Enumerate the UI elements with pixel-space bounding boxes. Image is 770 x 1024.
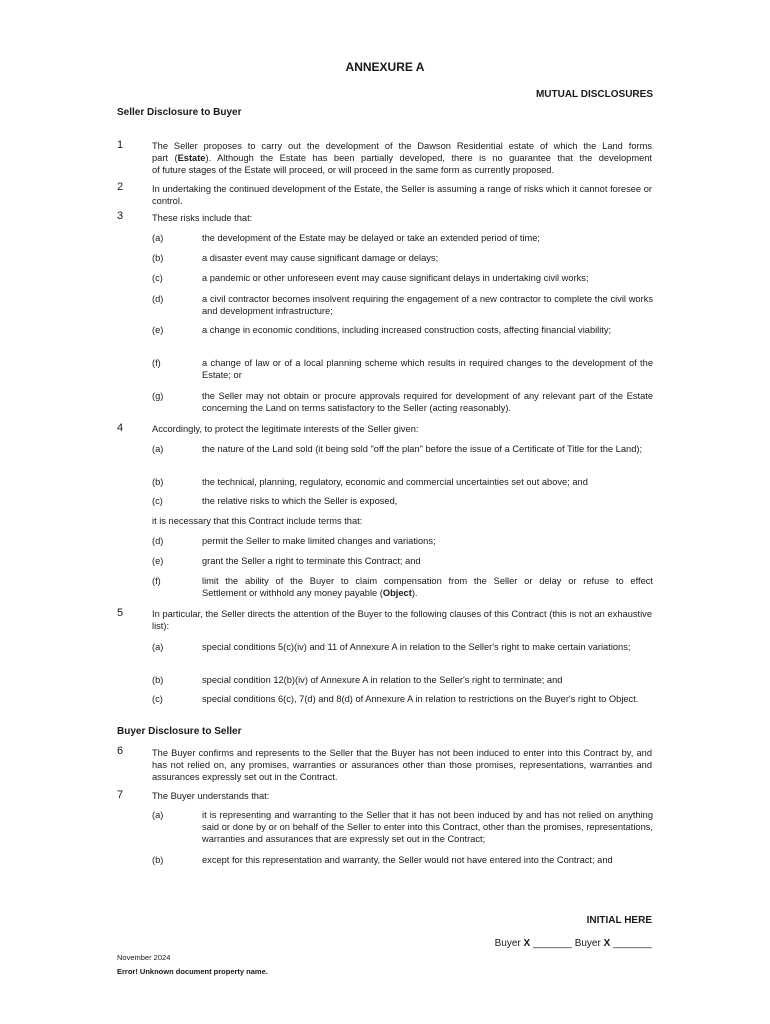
clause-5-text: In particular, the Seller directs the attention of the Buyer to the following clauses of this Contract (this is not an exhaustive list): [152, 609, 652, 631]
clause-5c-text: special conditions 6(c), 7(d) and 8(d) of Annexure A in relation to restrictions on the Buyer's right to Object. [202, 694, 639, 704]
clause-3e-label: (e) [152, 325, 164, 335]
clause-4d-text: permit the Seller to make limited changes and variations; [202, 536, 436, 546]
clause-4e-text: grant the Seller a right to terminate this Contract; and [202, 556, 421, 566]
clause-4f-part-c: ). [411, 588, 418, 598]
clause-4b-text: the technical, planning, regulatory, economic and commercial uncertainties set out above; and [202, 477, 588, 487]
clause-7b-label: (b) [152, 855, 164, 865]
clause-7a-text: it is representing and warranting to the Seller that it has not been induced by and has not relied on anything said or done by or on behalf of the Seller to enter into this Contract, other than the promises, representations, warranties and assurances that are expressly set out in the Contract; [202, 810, 653, 844]
clause-4c-label: (c) [152, 496, 163, 506]
clause-7-text: The Buyer understands that: [152, 791, 270, 801]
clause-3b-text: a disaster event may cause significant damage or delays; [202, 253, 439, 263]
clause-4a-text: the nature of the Land sold (it being sold "off the plan" before the issue of a Certificate of Title for the Land); [202, 444, 643, 454]
clause-1-line-2 [152, 152, 652, 164]
clause-1-part-c: ). Although the Estate has been partially developed, there is no guarantee that the development [205, 153, 652, 163]
page-subtitle: MUTUAL DISCLOSURES [535, 89, 653, 100]
clause-5b-label: (b) [152, 675, 164, 685]
buyer-2-x-mark: X [603, 938, 611, 949]
footer-date: November 2024 [117, 953, 171, 962]
clause-4-number: 4 [117, 422, 124, 434]
clause-4b-label: (b) [152, 477, 164, 487]
page-title: ANNEXURE A [345, 60, 425, 74]
seller-disclosure-heading: Seller Disclosure to Buyer [117, 107, 242, 118]
clause-3e-text: a change in economic conditions, including increased construction costs, affecting financial viability; [202, 325, 612, 335]
buyer-2-initial-blank[interactable]: _______ [610, 938, 652, 949]
clause-4f-label: (f) [152, 576, 161, 586]
buyer-1-initial-blank[interactable]: _______ [530, 938, 575, 949]
object-defined-term: Object [382, 588, 412, 598]
estate-defined-term: Estate [177, 153, 206, 163]
clause-5a-text: special conditions 5(c)(iv) and 11 of Annexure A in relation to the Seller's right to make certain variations; [202, 642, 631, 652]
buyer-disclosure-heading: Buyer Disclosure to Seller [117, 726, 242, 737]
clause-3a-label: (a) [152, 233, 164, 243]
clause-4d-label: (d) [152, 536, 164, 546]
clause-3g-text: the Seller may not obtain or procure approvals required for development of any relevant part of the Estate concerning the Land on terms satisfactory to the Seller (acting reasonably). [202, 391, 653, 413]
clause-4-text: Accordingly, to protect the legitimate interests of the Seller given: [152, 424, 419, 434]
buyer-1-x-mark: X [523, 938, 531, 949]
clause-3d-text: a civil contractor becomes insolvent requiring the engagement of a new contractor to complete the civil works and development infrastructure; [202, 294, 653, 316]
clause-7a-label: (a) [152, 810, 164, 820]
clause-3f-text: a change of law or of a local planning scheme which results in required changes to the development of the Estate; or [202, 358, 653, 380]
clause-4f-text [202, 575, 653, 599]
clause-6-text: The Buyer confirms and represents to the Seller that the Buyer has not been induced to enter into this Contract by, and has not relied on, any promises, warranties or assurances other than those promises, representations, warranties and assurances expressly set out in the Contract. [152, 748, 652, 782]
buyer-1-label: Buyer [494, 938, 524, 949]
clause-4c-text: the relative risks to which the Seller is exposed, [202, 496, 398, 506]
clause-3c-label: (c) [152, 273, 163, 283]
clause-4f-line-1: limit the ability of the Buyer to claim compensation from the Seller or delay or refuse to effect [202, 576, 653, 586]
clause-7-number: 7 [117, 789, 124, 801]
clause-1-part-a: part ( [152, 153, 178, 163]
clause-2-text: In undertaking the continued development of the Estate, the Seller is assuming a range of risks which it cannot foresee or control. [152, 184, 652, 206]
clause-6-number: 6 [117, 745, 124, 757]
clause-1-line-3: of future stages of the Estate will proceed, or will proceed in the same form as currently proposed. [152, 165, 555, 175]
initial-here-label: INITIAL HERE [586, 915, 652, 926]
clause-5a-label: (a) [152, 642, 164, 652]
clause-1-line-1: The Seller proposes to carry out the development of the Dawson Residential estate of which the Land forms [152, 141, 652, 151]
clause-4e-label: (e) [152, 556, 164, 566]
buyer-2-label: Buyer [574, 938, 604, 949]
clause-5-number: 5 [117, 607, 124, 619]
clause-2-number: 2 [117, 181, 124, 193]
clause-3-number: 3 [117, 210, 124, 222]
clause-3d-label: (d) [152, 294, 164, 304]
clause-4f-part-a: Settlement or withhold any money payable ( [202, 588, 383, 598]
clause-3g-label: (g) [152, 391, 164, 401]
clause-3a-text: the development of the Estate may be delayed or take an extended period of time; [202, 233, 541, 243]
clause-5b-text: special condition 12(b)(iv) of Annexure A in relation to the Seller's right to terminate; and [202, 675, 563, 685]
clause-3c-text: a pandemic or other unforeseen event may cause significant delays in undertaking civil works; [202, 273, 589, 283]
clause-4a-label: (a) [152, 444, 164, 454]
clause-5c-label: (c) [152, 694, 163, 704]
footer-error-text: Error! Unknown document property name. [117, 967, 268, 976]
clause-3f-label: (f) [152, 358, 161, 368]
clause-3b-label: (b) [152, 253, 164, 263]
clause-4-mid-text: it is necessary that this Contract include terms that: [152, 516, 363, 526]
clause-3-text: These risks include that: [152, 213, 253, 223]
clause-4f-line-2 [202, 587, 653, 599]
clause-1-text [152, 140, 652, 176]
clause-1-number: 1 [117, 139, 124, 151]
clause-7b-text: except for this representation and warranty, the Seller would not have entered into the Contract; and [202, 855, 613, 865]
buyer-initial-fields [495, 938, 652, 949]
